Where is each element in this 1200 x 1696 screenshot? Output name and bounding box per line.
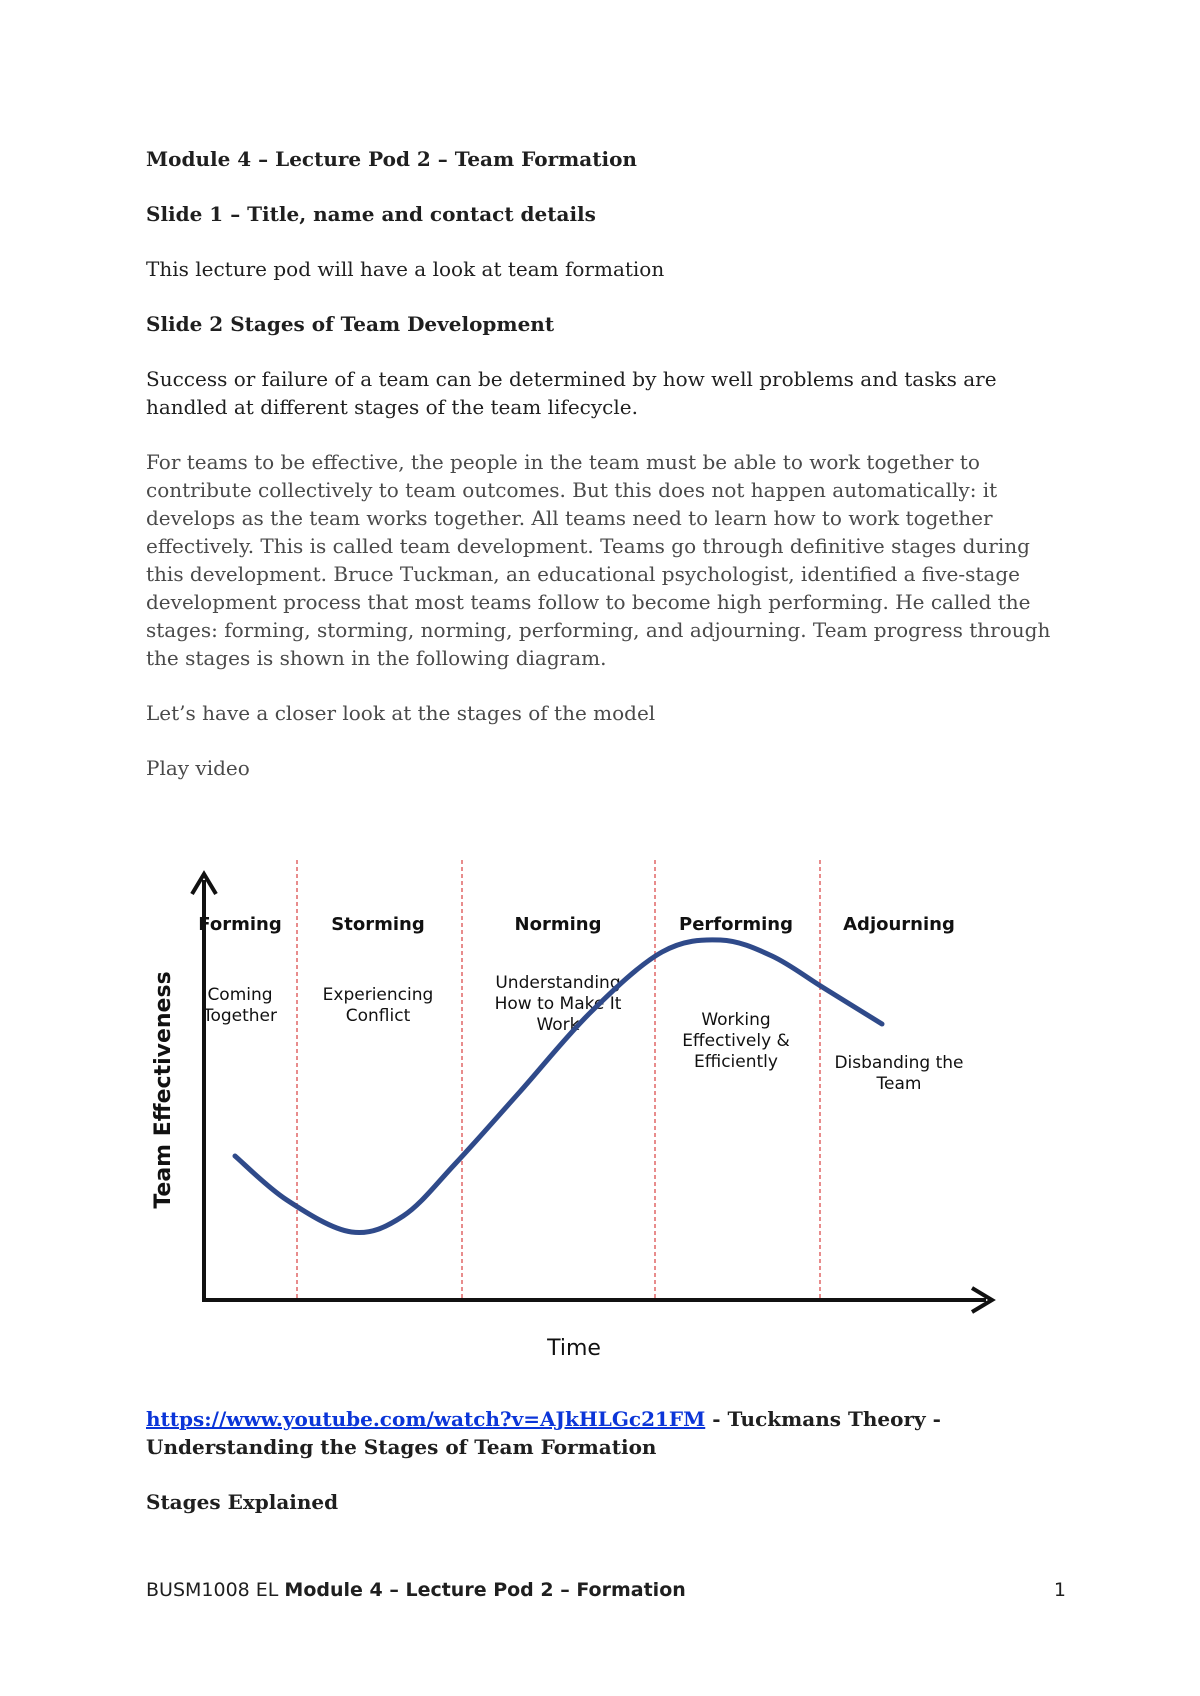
stage-label-storming: Storming [331,914,425,935]
slide1-heading: Slide 1 – Title, name and contact details [146,202,596,226]
stage-description-performing: Effectively & [682,1031,790,1051]
stage-description-adjourning: Disbanding the [834,1053,964,1073]
page-number: 1 [1053,1579,1066,1601]
stages-explained-heading: Stages Explained [146,1490,339,1514]
stage-description-storming: Conflict [345,1006,411,1026]
document-body [146,145,1071,809]
y-axis-label: Team Effectiveness [151,971,176,1209]
tuckman-chart [140,860,1020,1380]
stage-description-forming: Together [202,1006,278,1026]
tuckman-diagram [140,860,1020,1380]
video-link[interactable]: https://www.youtube.com/watch?v=AJkHLGc21FM [146,1407,706,1431]
stage-description-forming: Coming [207,985,273,1005]
video-link-title: - Tuckmans Theory - Understanding the Stages of Team Formation [146,1407,941,1459]
stage-description-norming: Work [536,1015,580,1035]
slide1-text: This lecture pod will have a look at team formation [146,257,665,281]
footer-course: BUSM1008 EL [146,1579,285,1601]
footer-module: Module 4 – Lecture Pod 2 – Formation [284,1579,686,1601]
stage-description-norming: Understanding [495,973,621,993]
after-diagram [146,1405,1071,1543]
stage-label-forming: Forming [198,914,282,935]
stage-label-norming: Norming [514,914,602,935]
paragraph-closer-look: Let’s have a closer look at the stages of the model [146,701,656,725]
paragraph-play-video: Play video [146,756,250,780]
stage-description-adjourning: Team [876,1074,922,1094]
stage-description-performing: Efficiently [694,1052,778,1072]
axes [192,874,992,1312]
paragraph-lifecycle: Success or failure of a team can be determined by how well problems and tasks are handled at different stages of the team lifecycle. [146,367,997,419]
stage-description-storming: Experiencing [322,985,434,1005]
stage-labels [198,914,955,935]
document-title: Module 4 – Lecture Pod 2 – Team Formation [146,147,637,171]
stage-description-performing: Working [701,1010,771,1030]
paragraph-team-development: For teams to be effective, the people in the team must be able to work together to contribute collectively to team outcomes. But this does not happen automatically: it develops as the team works together. All teams need to learn how to work together effectively. This is called team development. Teams go through definitive stages during this development. Bruce Tuckman, an educational psychologist, identified a five-stage development process that most teams follow to become high performing. He called the stages: forming, storming, norming, performing, and adjourning. Team progress through the stages is shown in the following diagram. [146,450,1051,670]
stage-label-performing: Performing [679,914,793,935]
stage-descriptions [202,973,964,1094]
stage-description-norming: How to Make It [494,994,622,1014]
slide2-heading: Slide 2 Stages of Team Development [146,312,555,336]
page-footer [146,1579,1066,1601]
stage-label-adjourning: Adjourning [843,914,955,935]
x-axis-label: Time [547,1336,601,1361]
